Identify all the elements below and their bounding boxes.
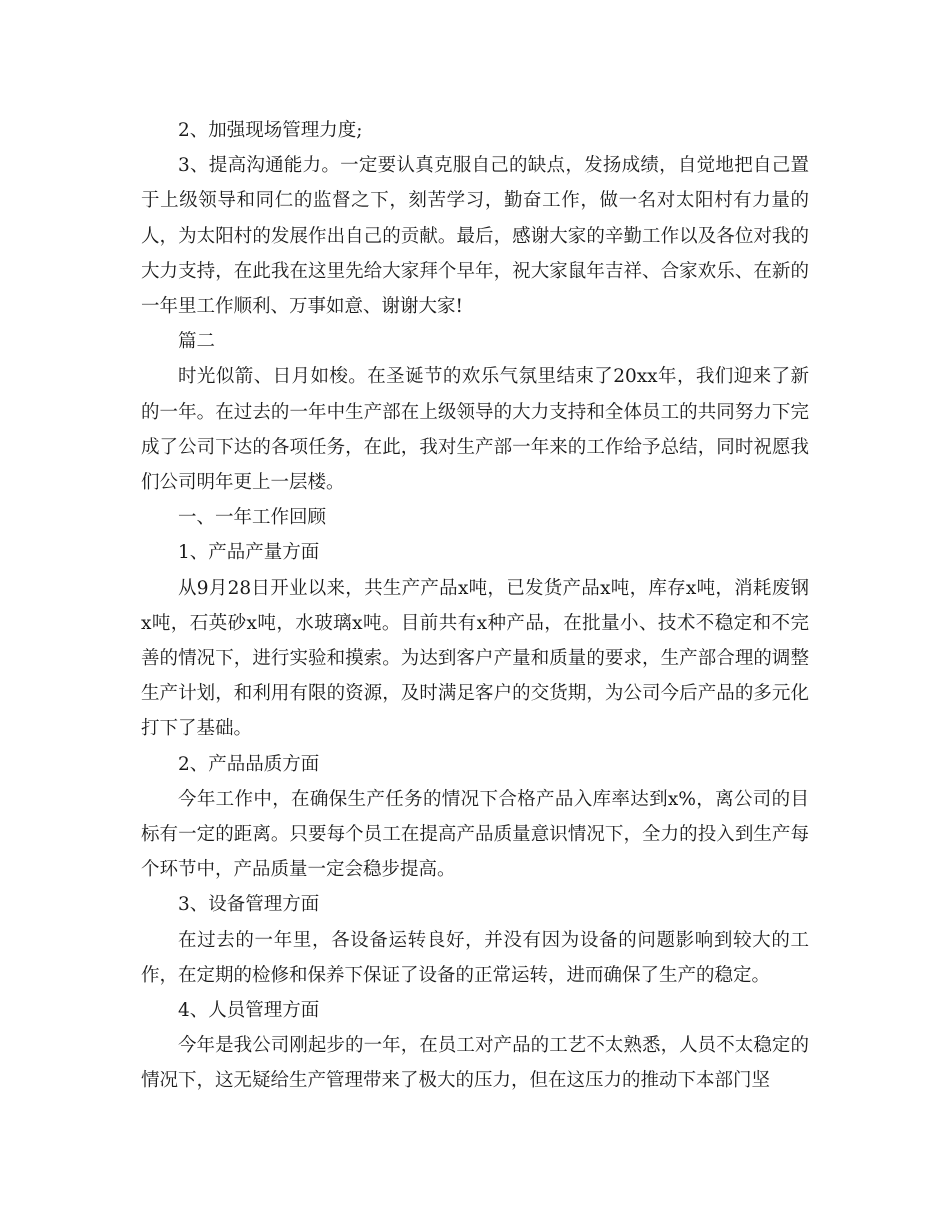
section-heading-part-two: 篇二 <box>178 331 216 353</box>
personnel-paragraph: 今年是我公司刚起步的一年，在员工对产品的工艺不太熟悉，人员不太稳定的情况下，这无疑给生产管理带来了极大的压力，但在这压力的推动下本部门坚 <box>141 1035 809 1092</box>
item-3-paragraph: 3、提高沟通能力。一定要认真克服自己的缺点，发扬成绩，自觉地把自己置于上级领导和同仁的监督之下，刻苦学习，勤奋工作，做一名对太阳村有力量的人，为太阳村的发展作出自己的贡献。最后，感谢大家的辛勤工作以及各位对我的大力支持，在此我在这里先给大家拜个早年，祝大家鼠年吉祥、合家欢乐、在新的一年里工作顺利、万事如意、谢谢大家! <box>141 155 809 318</box>
subheading-output: 1、产品产量方面 <box>178 542 320 564</box>
section-heading-review: 一、一年工作回顾 <box>178 507 327 529</box>
intro-paragraph: 时光似箭、日月如梭。在圣诞节的欢乐气氛里结束了20xx年，我们迎来了新的一年。在过去的一年中生产部在上级领导的大力支持和全体员工的共同努力下完成了公司下达的各项任务，在此，我对生产部一年来的工作给予总结，同时祝愿我们公司明年更上一层楼。 <box>141 366 809 494</box>
quality-paragraph: 今年工作中，在确保生产任务的情况下合格产品入库率达到x%，离公司的目标有一定的距离。只要每个员工在提高产品质量意识情况下，全力的投入到生产每个环节中，产品质量一定会稳步提高。 <box>141 788 809 881</box>
subheading-quality: 2、产品品质方面 <box>178 753 320 775</box>
output-paragraph: 从9月28日开业以来，共生产产品x吨，已发货产品x吨，库存x吨，消耗废钢x吨，石英砂x吨，水玻璃x吨。目前共有x种产品，在批量小、技术不稳定和不完善的情况下，进行实验和摸索。为达到客户产量和质量的要求，生产部合理的调整生产计划，和利用有限的资源，及时满足客户的交货期，为公司今后产品的多元化打下了基础。 <box>141 577 809 740</box>
document-body <box>141 113 809 1099</box>
item-2-paragraph: 2、加强现场管理力度; <box>178 120 363 141</box>
equipment-paragraph: 在过去的一年里，各设备运转良好，并没有因为设备的问题影响到较大的工作，在定期的检修和保养下保证了设备的正常运转，进而确保了生产的稳定。 <box>141 929 809 986</box>
subheading-personnel: 4、人员管理方面 <box>178 1000 320 1022</box>
subheading-equipment: 3、设备管理方面 <box>178 894 320 916</box>
